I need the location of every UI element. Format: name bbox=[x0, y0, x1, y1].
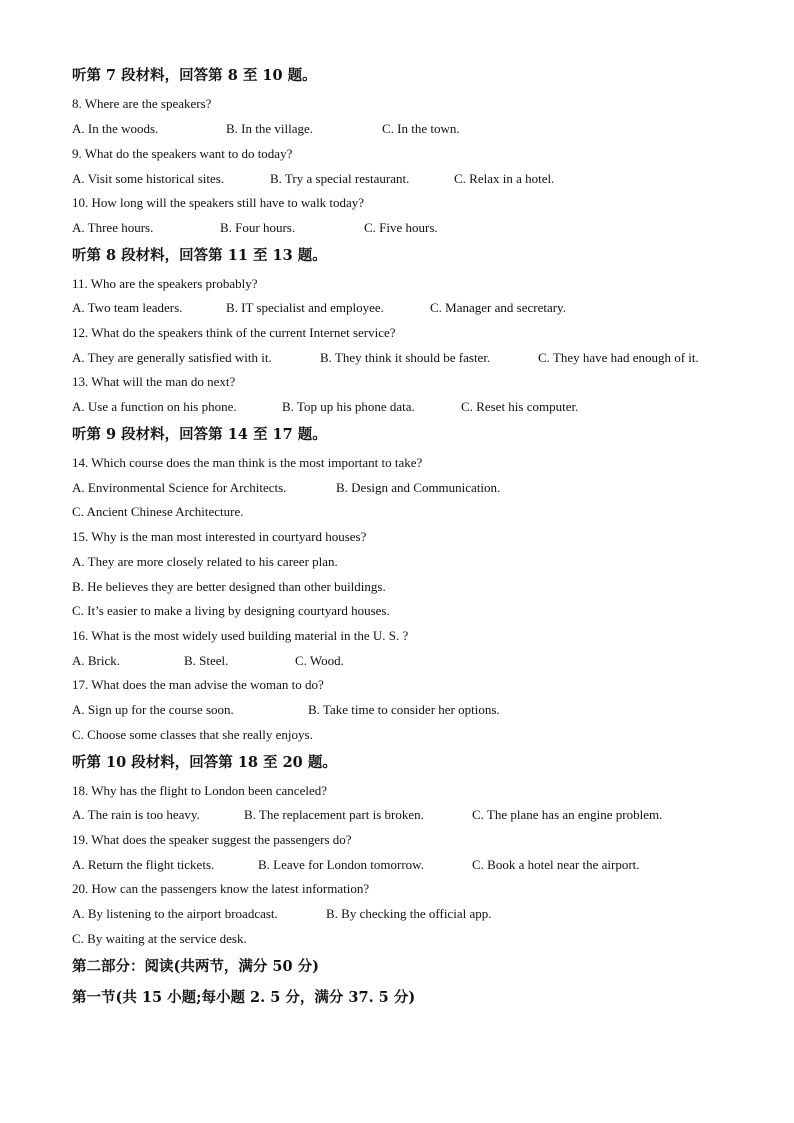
option-a: A. The rain is too heavy. bbox=[72, 807, 200, 822]
question-stem: 16. What is the most widely used building material in the U. S. ? bbox=[72, 628, 409, 643]
subsection-heading: 第一节(共 15 小题;每小题 2. 5 分，满分 37. 5 分) bbox=[72, 989, 416, 1006]
option-b: B. He believes they are better designed than other buildings. bbox=[72, 579, 386, 594]
option-a: A. By listening to the airport broadcast. bbox=[72, 906, 278, 921]
option-c: C. Choose some classes that she really enjoys. bbox=[72, 727, 313, 742]
option-a: A. Three hours. bbox=[72, 220, 154, 235]
option-c: C. Relax in a hotel. bbox=[454, 171, 555, 186]
question-stem: 11. Who are the speakers probably? bbox=[72, 276, 258, 291]
option-c: C. In the town. bbox=[382, 121, 460, 136]
option-b: B. In the village. bbox=[226, 121, 314, 136]
section-heading: 听第 10 段材料，回答第 18 至 20 题。 bbox=[72, 754, 337, 771]
option-a: A. Return the flight tickets. bbox=[72, 857, 215, 872]
option-a: A. Sign up for the course soon. bbox=[72, 702, 234, 717]
option-b: B. Four hours. bbox=[220, 220, 296, 235]
part-heading: 第二部分：阅读(共两节，满分 50 分) bbox=[72, 958, 319, 975]
option-b: B. IT specialist and employee. bbox=[226, 300, 384, 315]
option-c: C. By waiting at the service desk. bbox=[72, 931, 247, 946]
section-heading: 听第 9 段材料，回答第 14 至 17 题。 bbox=[72, 426, 327, 443]
option-b: B. Steel. bbox=[184, 653, 229, 668]
question-stem: 19. What does the speaker suggest the passengers do? bbox=[72, 832, 352, 847]
option-b: B. By checking the official app. bbox=[326, 906, 492, 921]
option-a: A. Brick. bbox=[72, 653, 121, 668]
section-heading: 听第 7 段材料，回答第 8 至 10 题。 bbox=[72, 67, 317, 84]
option-b: B. Design and Communication. bbox=[336, 480, 501, 495]
option-c: C. Manager and secretary. bbox=[430, 300, 566, 315]
question-stem: 15. Why is the man most interested in courtyard houses? bbox=[72, 529, 367, 544]
question-stem: 20. How can the passengers know the latest information? bbox=[72, 881, 370, 896]
question-stem: 10. How long will the speakers still have to walk today? bbox=[72, 195, 365, 210]
question-stem: 18. Why has the flight to London been canceled? bbox=[72, 783, 327, 798]
question-stem: 13. What will the man do next? bbox=[72, 374, 236, 389]
option-b: B. Leave for London tomorrow. bbox=[258, 857, 424, 872]
option-b: B. Take time to consider her options. bbox=[308, 702, 500, 717]
option-c: C. The plane has an engine problem. bbox=[472, 807, 663, 822]
section-heading: 听第 8 段材料，回答第 11 至 13 题。 bbox=[72, 247, 327, 264]
option-c: C. They have had enough of it. bbox=[538, 350, 699, 365]
question-stem: 8. Where are the speakers? bbox=[72, 96, 212, 111]
option-c: C. Book a hotel near the airport. bbox=[472, 857, 640, 872]
option-a: A. They are more closely related to his career plan. bbox=[72, 554, 338, 569]
option-c: C. It’s easier to make a living by designing courtyard houses. bbox=[72, 603, 390, 618]
option-b: B. Try a special restaurant. bbox=[270, 171, 410, 186]
option-c: C. Reset his computer. bbox=[461, 399, 579, 414]
option-a: A. In the woods. bbox=[72, 121, 159, 136]
option-a: A. Two team leaders. bbox=[72, 300, 183, 315]
option-b: B. Top up his phone data. bbox=[282, 399, 415, 414]
option-a: A. Use a function on his phone. bbox=[72, 399, 237, 414]
question-stem: 17. What does the man advise the woman to do? bbox=[72, 677, 324, 692]
question-stem: 9. What do the speakers want to do today? bbox=[72, 146, 293, 161]
option-c: C. Wood. bbox=[295, 653, 344, 668]
option-a: A. They are generally satisfied with it. bbox=[72, 350, 272, 365]
option-b: B. The replacement part is broken. bbox=[244, 807, 424, 822]
question-stem: 14. Which course does the man think is the most important to take? bbox=[72, 455, 423, 470]
option-a: A. Environmental Science for Architects. bbox=[72, 480, 287, 495]
question-stem: 12. What do the speakers think of the current Internet service? bbox=[72, 325, 396, 340]
option-c: C. Five hours. bbox=[364, 220, 438, 235]
option-c: C. Ancient Chinese Architecture. bbox=[72, 504, 244, 519]
option-b: B. They think it should be faster. bbox=[320, 350, 491, 365]
option-a: A. Visit some historical sites. bbox=[72, 171, 225, 186]
